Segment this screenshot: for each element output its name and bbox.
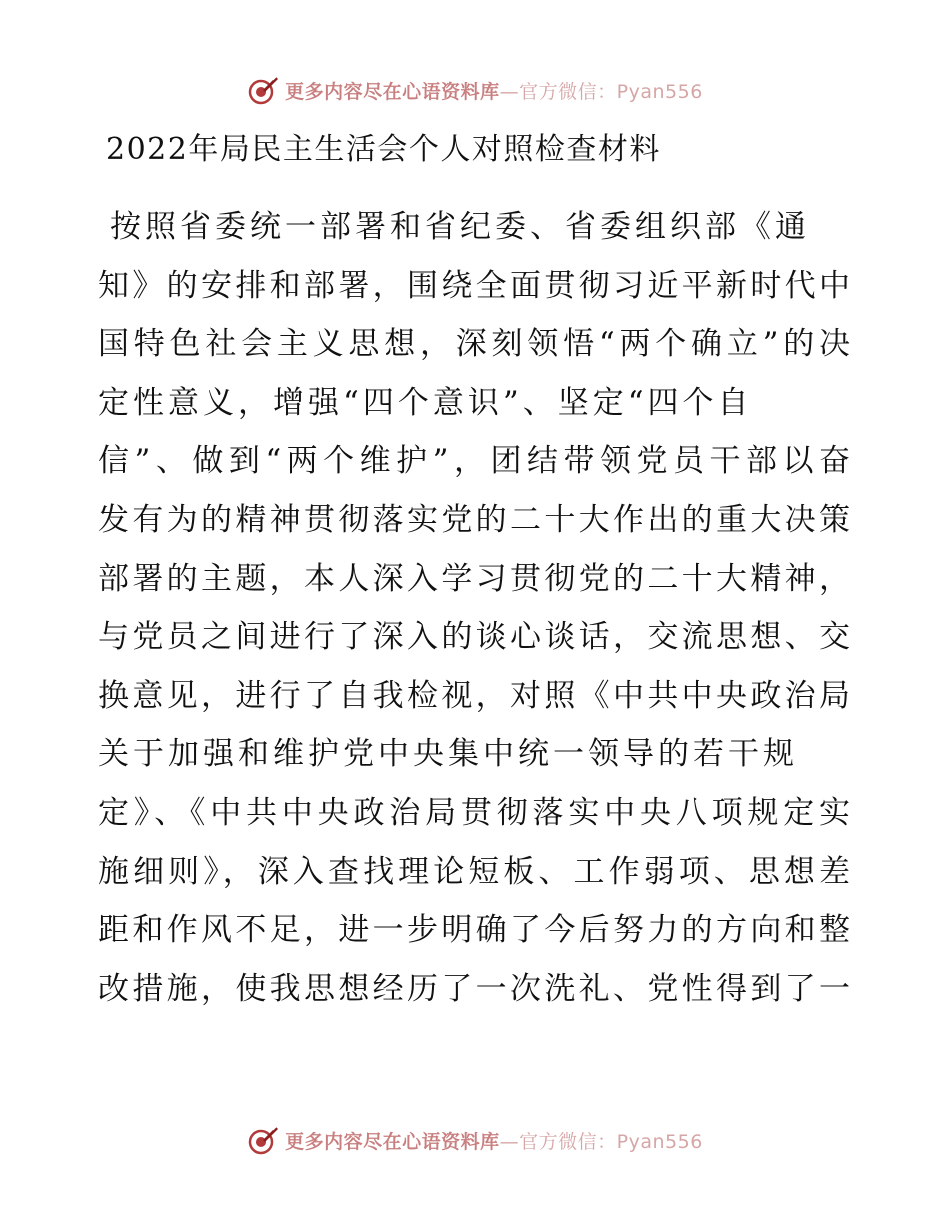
- watermark-contact: —官方微信：Pyan556: [499, 80, 703, 103]
- body-line: 部署的主题，本人深入学习贯彻党的二十大精神，: [98, 560, 850, 597]
- body-line: 信”、做到“两个维护”，团结带领党员干部以奋: [98, 443, 850, 480]
- watermark-text: [285, 1127, 703, 1154]
- body-line: 按照省委统一部署和省纪委、省委组织部《通: [110, 209, 810, 245]
- body-line: 距和作风不足，进一步明确了今后努力的方向和整: [98, 912, 850, 949]
- body-line: 换意见，进行了自我检视，对照《中共中央政治局: [98, 677, 850, 714]
- watermark-contact: —官方微信：Pyan556: [499, 1130, 703, 1153]
- body-line: 国特色社会主义思想，深刻领悟“两个确立”的决: [98, 326, 850, 363]
- body-line: 发有为的精神贯彻落实党的二十大作出的重大决策: [98, 501, 850, 538]
- pen-logo-icon: [247, 1124, 279, 1156]
- body-line: 改措施，使我思想经历了一次洗礼、党性得到了一: [98, 970, 850, 1007]
- body-line: 与党员之间进行了深入的谈心谈话，交流思想、交: [98, 619, 850, 656]
- watermark-brand: 更多内容尽在心语资料库: [285, 1130, 500, 1153]
- watermark-brand: 更多内容尽在心语资料库: [285, 80, 500, 103]
- body-line: 定》、《中共中央政治局贯彻落实中央八项规定实: [98, 794, 850, 831]
- watermark-text: [285, 77, 703, 104]
- body-line: 知》的安排和部署，围绕全面贯彻习近平新时代中: [98, 267, 850, 304]
- document-title: 2022年局民主生活会个人对照检查材料: [106, 132, 661, 167]
- pen-logo-icon: [247, 74, 279, 106]
- body-line: 定性意义，增强“四个意识”、坚定“四个自: [98, 384, 753, 421]
- body-line: 关于加强和维护党中央集中统一领导的若干规: [98, 736, 798, 773]
- watermark-bottom: [0, 1120, 950, 1160]
- body-line: 施细则》，深入查找理论短板、工作弱项、思想差: [98, 853, 850, 890]
- document-body: [98, 198, 850, 1018]
- watermark-top: [0, 70, 950, 110]
